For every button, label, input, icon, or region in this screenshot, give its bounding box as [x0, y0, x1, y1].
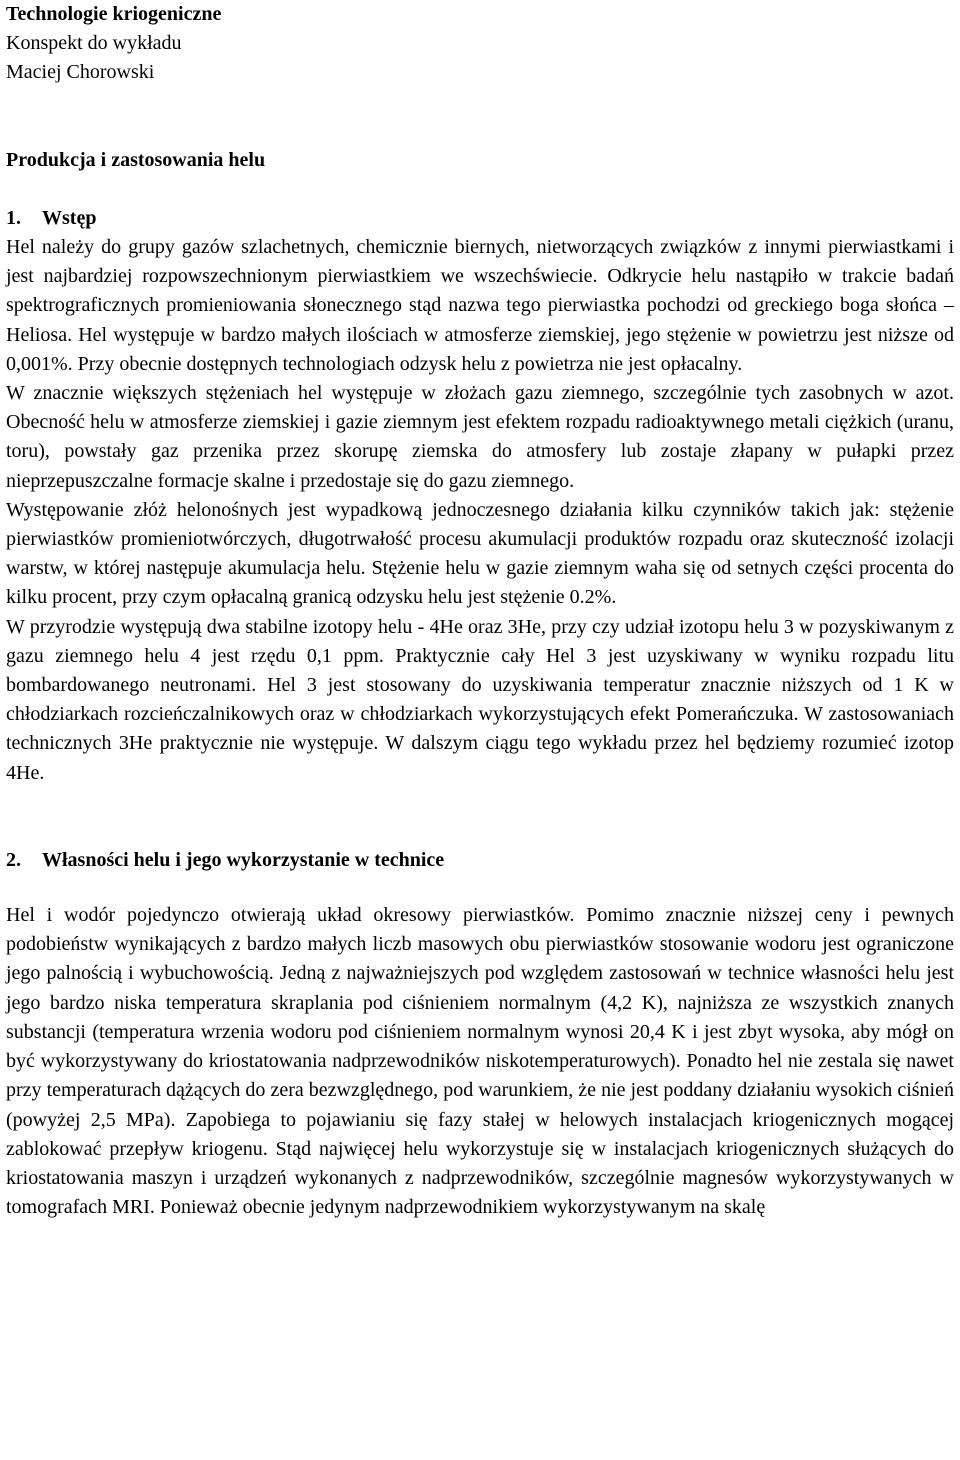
section-number: 1.: [6, 206, 21, 229]
author-name: Maciej Chorowski: [6, 61, 155, 84]
topic-title: Produkcja i zastosowania helu: [6, 148, 266, 171]
section-number: 2.: [6, 848, 21, 871]
spacer: [6, 88, 960, 146]
spacer: [6, 875, 960, 901]
section-heading: [6, 204, 960, 233]
section-properties: [6, 846, 960, 1222]
paragraph: W znacznie większych stężeniach hel występuje w złożach gazu ziemnego, szczególnie tych zasobnych w azot. Obecność helu w atmosferze ziemskiej i gazie ziemnym jest efektem rozpadu radioaktywnego metali ciężkich (uranu, toru), powstały gaz przenika przez skorupę ziemska do atmosfery lub zostaje złapany w pułapki przez nieprzepuszczalne formacje skalne i przedostaje się do gazu ziemnego.: [6, 382, 954, 492]
section-heading: [6, 846, 960, 875]
section-title: Wstęp: [42, 206, 97, 229]
course-title: Technologie kriogeniczne: [6, 3, 222, 25]
document-subtitle: Konspekt do wykładu: [6, 32, 182, 55]
spacer: [6, 175, 960, 204]
document-header: [6, 0, 960, 88]
paragraph: Hel i wodór pojedynczo otwierają układ okresowy pierwiastków. Pomimo znacznie niższej ceny i pewnych podobieństw wynikających z bardzo małych liczb masowych obu pierwiastków stosowanie wodoru jest ograniczone jego palnością i wybuchowością. Jedną z najważniejszych pod względem zastosowań w technice własności helu jest jego bardzo niska temperatura skraplania pod ciśnieniem normalnym (4,2 K), najniższa ze wszystkich znanych substancji (temperatura wrzenia wodoru pod ciśnieniem normalnym wynosi 20,4 K i jest zbyt wysoka, aby mógł on być wykorzystywany do kriostatowania nadprzewodników niskotemperaturowych). Ponadto hel nie zestala się nawet przy temperaturach dążących do zera bezwzględnego, pod warunkiem, że nie jest poddany działaniu wysokich ciśnień (powyżej 2,5 MPa). Zapobiega to pojawianiu się fazy stałej w helowych instalacjach kriogenicznych mogącej zablokować przepływ kriogenu. Stąd najwięcej helu wykorzystuje się w instalacjach kriogenicznych służących do kriostatowania maszyn i urządzeń wykonanych z nadprzewodników, szczególnie magnesów wykorzystywanych w tomografach MRI. Ponieważ obecnie jedynym nadprzewodnikiem wykorzystywanym na skalę: [6, 904, 954, 1219]
paragraph: W przyrodzie występują dwa stabilne izotopy helu - 4He oraz 3He, przy czy udział izotopu helu 3 w pozyskiwanym z gazu ziemnego helu 4 jest rzędu 0,1 ppm. Praktycznie cały Hel 3 jest uzyskiwany w wyniku rozpadu litu bombardowanego neutronami. Hel 3 jest stosowany do uzyskiwania temperatur znacznie niższych od 1 K w chłodziarkach rozcieńczalnikowych oraz w chłodziarkach wykorzystujących efekt Pomerańczuka. W zastosowaniach technicznych 3He praktycznie nie występuje. W dalszym ciągu tego wykładu przez hel będziemy rozumieć izotop 4He.: [6, 615, 954, 784]
paragraph: Występowanie złóż helonośnych jest wypadkową jednoczesnego działania kilku czynników takich jak: stężenie pierwiastków promieniotwórczych, długotrwałość procesu akumulacji produktów rozpadu oraz skuteczność izolacji warstw, w której następuje akumulacja helu. Stężenie helu w gazie ziemnym waha się od setnych części procenta do kilku procent, przy czym opłacalną granicą odzysku helu jest stężenie 0.2%.: [6, 498, 954, 609]
spacer: [6, 788, 960, 846]
paragraph: Hel należy do grupy gazów szlachetnych, chemicznie biernych, nietworzących związków z innymi pierwiastkami i jest najbardziej rozpowszechnionym pierwiastkiem we wszechświecie. Odkrycie helu nastąpiło w trakcie badań spektrograficznych promieniowania słonecznego stąd nazwa tego pierwiastka pochodzi od greckiego boga słońca – Heliosa. Hel występuje w bardzo małych ilościach w atmosferze ziemskiej, jego stężenie w powietrzu jest niższe od 0,001%. Przy obecnie dostępnych technologiach odzysk helu z powietrza nie jest opłacalny.: [6, 236, 954, 375]
section-title: Własności helu i jego wykorzystanie w technice: [42, 848, 445, 871]
section-introduction: [6, 204, 960, 788]
